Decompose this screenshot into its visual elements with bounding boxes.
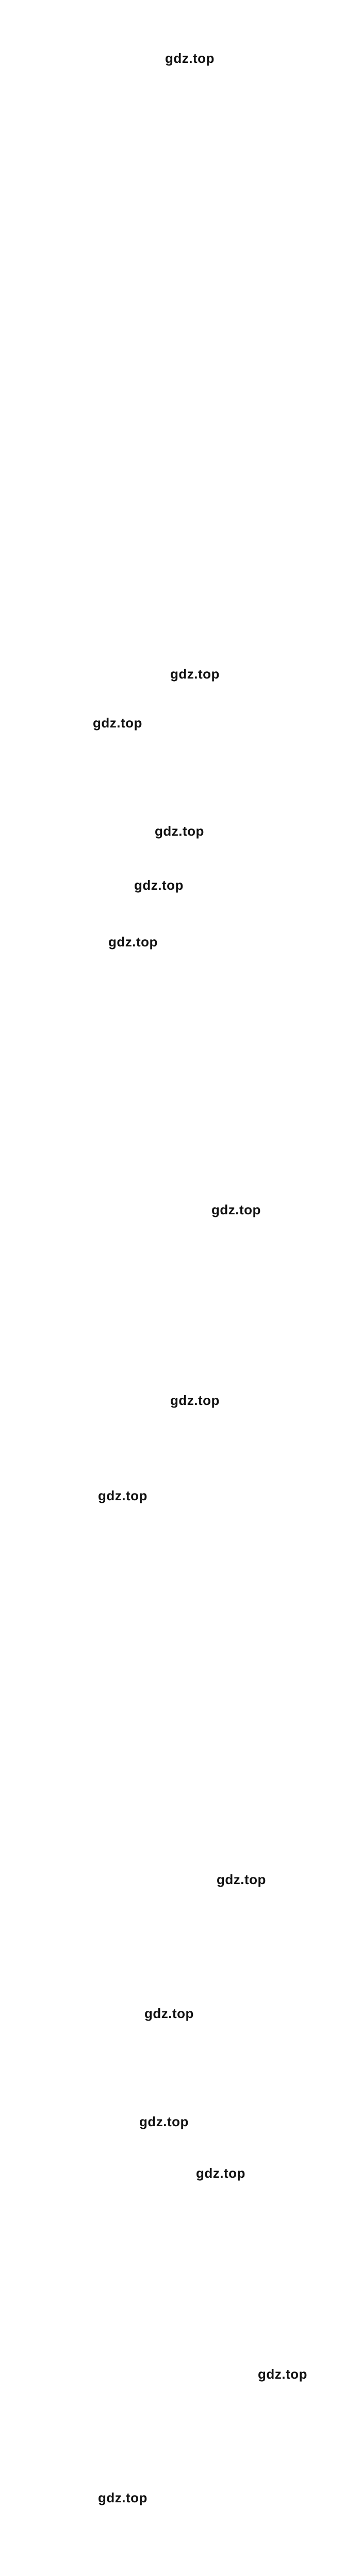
watermark: gdz.top bbox=[144, 2006, 194, 2021]
watermark: gdz.top bbox=[258, 2366, 307, 2382]
watermark: gdz.top bbox=[170, 666, 220, 682]
watermark: gdz.top bbox=[170, 1393, 220, 1408]
watermark: gdz.top bbox=[98, 2490, 147, 2505]
content-area bbox=[0, 10, 361, 14]
watermark: gdz.top bbox=[139, 2114, 189, 2129]
watermark: gdz.top bbox=[165, 50, 215, 66]
watermark: gdz.top bbox=[108, 934, 158, 950]
watermark: gdz.top bbox=[93, 715, 142, 731]
watermark: gdz.top bbox=[155, 823, 204, 839]
watermark: gdz.top bbox=[217, 1872, 266, 1887]
top-link[interactable] bbox=[0, 0, 361, 10]
watermark: gdz.top bbox=[196, 2165, 245, 2181]
watermark: gdz.top bbox=[211, 1202, 261, 1217]
watermark: gdz.top bbox=[134, 877, 184, 893]
watermark: gdz.top bbox=[98, 1488, 147, 1503]
